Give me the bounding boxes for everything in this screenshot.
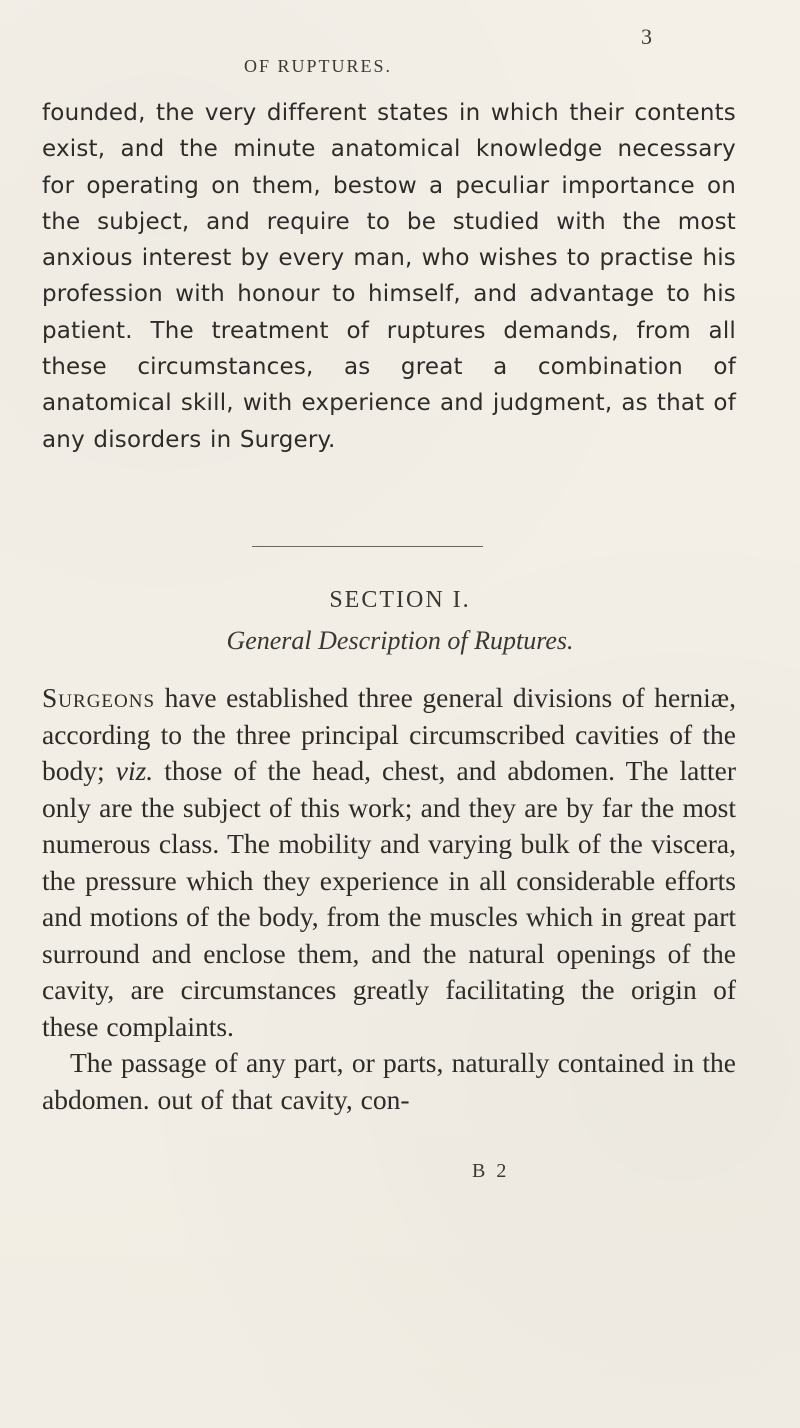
signature-mark: B 2 xyxy=(472,1160,510,1182)
paragraph-2-text-b: those of the head, chest, and abdomen. The latter only are the subject of this work; and they are by far the most numerous class. The mobility and varying bulk of the viscera, the pressure which they experience in all considerable efforts and motions of the body, from the muscles which in great part surround and enclose them, and the natural openings of the cavity, are circumstances greatly facilitating the origin of these complaints. xyxy=(42,755,736,1042)
body-paragraph-2 xyxy=(42,680,736,1045)
running-head: OF RUPTURES. xyxy=(244,56,393,76)
paragraph-2-lead-word: Surgeons xyxy=(42,682,156,713)
paragraph-2-viz: viz. xyxy=(115,755,154,786)
page-number: 3 xyxy=(641,24,652,49)
paragraph-2-text-a: have established three general divisions of herniæ, according to the three principal circumscribed cavities of the body; xyxy=(42,682,736,786)
section-divider xyxy=(252,546,483,547)
body-paragraph-3: The passage of any part, or parts, naturally contained in the abdomen. out of that cavity, con- xyxy=(42,1047,736,1115)
section-title: SECTION I. xyxy=(329,587,471,613)
section-subtitle: General Description of Ruptures. xyxy=(226,626,574,655)
body-paragraph-1: founded, the very different states in which their contents exist, and the minute anatomical knowledge necessary for operating on them, bestow a peculiar importance on the subject, and require to be studied with the most anxious interest by every man, who wishes to practise his profession with honour to himself, and advantage to his patient. The treatment of ruptures demands, from all these circumstances, as great a combination of anatomical skill, with experience and judgment, as that of any disorders in Surgery. xyxy=(42,100,736,453)
